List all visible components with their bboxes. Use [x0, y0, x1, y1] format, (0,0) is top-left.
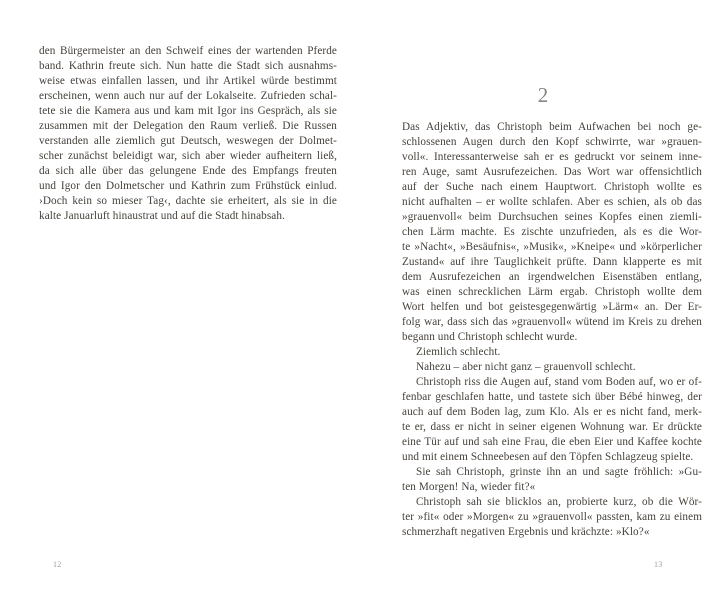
right-page-body: [402, 120, 702, 540]
page-number-right: 13: [654, 560, 663, 569]
text-line: schlossenen Augen durch den Kopf schwirrte, war »grauen-: [402, 136, 702, 148]
text-line: dem Ausrufezeichen an irgendwelchen Eisenstäben entlang,: [402, 271, 702, 283]
text-line: chen Lärm machte. Es zischte unzufrieden, als es die Wor-: [402, 226, 702, 238]
text-line: und mit einem Schneebesen auf den Töpfen Schlagzeug spielte.: [402, 451, 694, 463]
text-line: eine Tür auf und sah eine Frau, die eben Eier und Kaffee kochte: [402, 436, 702, 448]
text-line: zusammen mit der Delegation den Raum verließ. Die Russen: [39, 120, 337, 132]
text-line: auch auf dem Boden lag, zum Klo. Als er es nicht fand, merk-: [402, 406, 702, 418]
text-line: erscheinen, wenn auch nur auf der Lokalseite. Zufrieden schal-: [39, 90, 337, 102]
left-page-text: [39, 44, 337, 224]
text-line: ren Auge, samt Ausrufezeichen. Das Wort war offensichtlich: [402, 166, 702, 178]
text-line: fenbar geschlafen hatte, und tastete sich über Bébé hinweg, der: [402, 391, 702, 403]
text-line: Wort helfen und bot geistesgegenwärtig »Lärm« an. Der Er-: [402, 301, 702, 313]
text-line: verstanden alle ziemlich gut Deutsch, weswegen der Dolmet-: [39, 135, 337, 147]
page-number-left: 12: [53, 560, 62, 569]
text-line: Das Adjektiv, das Christoph beim Aufwachen bei noch ge-: [402, 121, 702, 133]
text-line: te er, dass er nicht in seiner eigenen Wohnung war. Er drückte: [402, 421, 702, 433]
text-line: ter »fit« oder »Morgen« zu »grauenvoll« passten, kam zu einem: [402, 511, 702, 523]
text-line: Sie sah Christoph, grinste ihn an und sagte fröhlich: »Gu-: [416, 466, 702, 478]
text-line: schmerzhaft negativen Ergebnis und krächzte: »Klo?«: [402, 526, 650, 538]
text-line: »grauenvoll« beim Durchsuchen seines Kopfes einen ziemli-: [402, 211, 702, 223]
text-line: den Bürgermeister an den Schweif eines der wartenden Pferde: [39, 45, 337, 57]
text-line: Ziemlich schlecht.: [416, 346, 501, 358]
text-line: ten Morgen! Na, wieder fit?«: [402, 481, 536, 493]
text-line: Nahezu – aber nicht ganz – grauenvoll schlecht.: [416, 361, 636, 373]
text-line: band. Kathrin freute sich. Nun hatte die Stadt sich ausnahms-: [39, 60, 337, 72]
text-line: scher zunächst beleidigt war, sich aber wieder aufheitern ließ,: [39, 150, 337, 162]
text-line: nicht aufhalten – er wollte schlafen. Aber es schien, als ob das: [402, 196, 702, 208]
text-line: ›Doch kein so mieser Tag‹, dachte sie erheitert, als sie in die: [39, 195, 337, 207]
text-line: weise etwas einfallen lassen, und ihr Artikel würde bestimmt: [39, 75, 337, 87]
text-line: da sich alle über das gelungene Ende des Empfangs freuten: [39, 165, 337, 177]
chapter-number: 2: [537, 83, 549, 107]
text-line: voll«. Interessanterweise sah er es gedruckt vor seinem inne-: [402, 151, 702, 163]
text-line: Christoph riss die Augen auf, stand vom Boden auf, wo er of-: [416, 376, 702, 388]
text-line: Zustand« auf ihre Tauglichkeit prüfte. Dann klapperte es mit: [402, 256, 702, 268]
right-page-text: [402, 84, 702, 540]
text-line: und Igor den Dolmetscher und Kathrin zum Frühstück einlud.: [39, 180, 337, 192]
text-line: kalte Januarluft hinaustrat und auf die Stadt hinabsah.: [39, 210, 285, 222]
text-line: folg war, dass sich das »grauenvoll« wütend im Kreis zu drehen: [402, 316, 702, 328]
text-line: Christoph sah sie blicklos an, probierte kurz, ob die Wör-: [416, 496, 702, 508]
text-line: tete sie die Kamera aus und kam mit Igor ins Gespräch, als sie: [39, 105, 337, 117]
text-line: auf der Suche nach einem Hauptwort. Christoph wollte es: [402, 181, 702, 193]
text-line: begann und Christoph schlecht wurde.: [402, 331, 578, 343]
text-line: te »Nacht«, »Besäufnis«, »Musik«, »Kneipe« und »körperlicher: [402, 241, 702, 253]
text-line: was einen schrecklichen Lärm ergab. Christoph wollte dem: [402, 286, 702, 298]
